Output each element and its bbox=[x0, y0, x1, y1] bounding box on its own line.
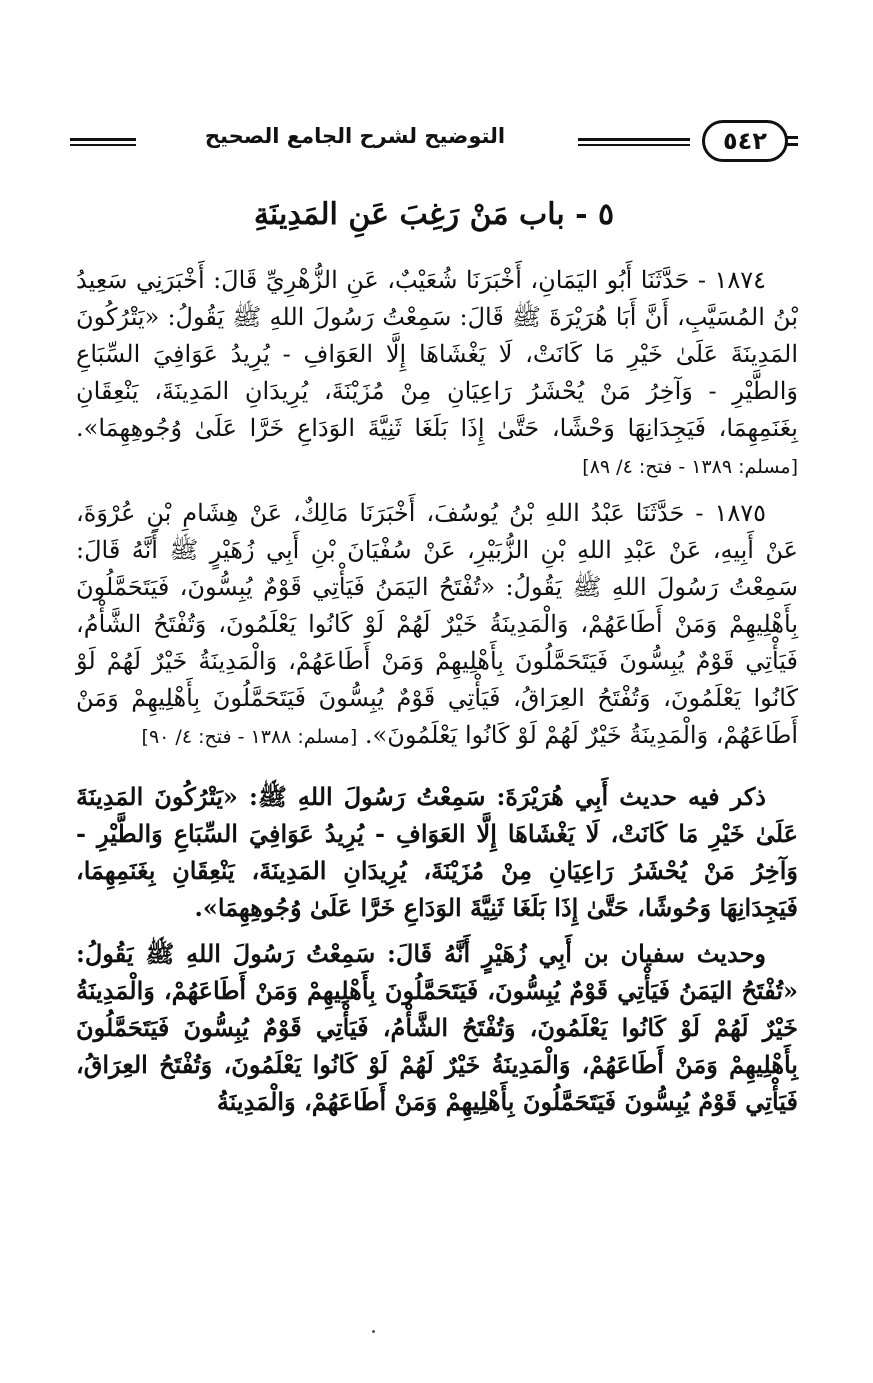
commentary-paragraph-2: وحديث سفيان بن أَبِي زُهَيْرٍ أَنَّهُ قَالَ: سَمِعْتُ رَسُولَ اللهِ ﷺ يَقُولُ: «تُفْتَحُ اليَمَنُ فَيَأْتِي قَوْمٌ يُبِسُّونَ، فَيَتَحَمَّلُونَ بِأَهْلِيهِمْ وَمَنْ أَطَاعَهُمْ، وَالْمَدِينَةُ خَيْرٌ لَهُمْ لَوْ كَانُوا يَعْلَمُونَ، وَتُفْتَحُ الشَّأْمُ، فَيَأْتِي قَوْمٌ يُبِسُّونَ فَيَتَحَمَّلُونَ بِأَهْلِيهِمْ وَمَنْ أَطَاعَهُمْ، وَالْمَدِينَةُ خَيْرٌ لَهُمْ لَوْ كَانُوا يَعْلَمُونَ، وَتُفْتَحُ العِرَاقُ، فَيَأْتِي قَوْمٌ يُبِسُّونَ فَيَتَحَمَّلُونَ بِأَهْلِيهِمْ وَمَنْ أَطَاعَهُمْ، وَالْمَدِينَةُ bbox=[76, 939, 798, 1116]
hadith-reference: [مسلم: ١٣٨٩ - فتح: ٤/ ٨٩] bbox=[582, 456, 798, 478]
header-rule-left bbox=[70, 138, 136, 146]
page-body bbox=[76, 262, 798, 1120]
chapter-title: ٥ - باب مَنْ رَغِبَ عَنِ المَدِينَةِ bbox=[253, 197, 615, 232]
hadith-text: ١٨٧٥ - حَدَّثَنَا عَبْدُ اللهِ بْنُ يُوسُفَ، أَخْبَرَنَا مَالِكٌ، عَنْ هِشَامِ بْنِ عُرْوَةَ، عَنْ أَبِيهِ، عَنْ عَبْدِ اللهِ بْنِ الزُّبَيْرِ، عَنْ سُفْيَانَ بْنِ أَبِي زُهَيْرٍ ﷺ أَنَّهُ قَالَ: سَمِعْتُ رَسُولَ اللهِ ﷺ يَقُولُ: «تُفْتَحُ اليَمَنُ فَيَأْتِي قَوْمٌ يُبِسُّونَ، فَيَتَحَمَّلُونَ بِأَهْلِيهِمْ وَمَنْ أَطَاعَهُمْ، وَالْمَدِينَةُ خَيْرٌ لَهُمْ لَوْ كَانُوا يَعْلَمُونَ، وَتُفْتَحُ الشَّأْمُ، فَيَأْتِي قَوْمٌ يُبِسُّونَ فَيَتَحَمَّلُونَ بِأَهْلِيهِمْ وَمَنْ أَطَاعَهُمْ، وَالْمَدِينَةُ خَيْرٌ لَهُمْ لَوْ كَانُوا يَعْلَمُونَ، وَتُفْتَحُ العِرَاقُ، فَيَأْتِي قَوْمٌ يُبِسُّونَ فَيَتَحَمَّلُونَ بِأَهْلِيهِمْ وَمَنْ أَطَاعَهُمْ، وَالْمَدِينَةُ خَيْرٌ لَهُمْ لَوْ كَانُوا يَعْلَمُونَ». bbox=[76, 499, 799, 749]
header-rule-right bbox=[578, 138, 690, 146]
page-number-badge bbox=[684, 120, 798, 164]
running-title: التوضيح لشرح الجامع الصحيح bbox=[204, 124, 506, 148]
commentary-paragraph-1: ذكر فيه حديث أَبِي هُرَيْرَةَ: سَمِعْتُ رَسُولَ اللهِ ﷺ: «يَتْرُكُونَ المَدِينَةَ عَلَىٰ خَيْرِ مَا كَانَتْ، لَا يَغْشَاهَا إِلَّا العَوَافِ - يُرِيدُ عَوَافِيَ السِّبَاعِ وَالطَّيْرِ - وَآخِرُ مَنْ يُحْشَرُ رَاعِيَانِ مِنْ مُزَيْنَةَ، يُرِيدَانِ المَدِينَةَ، يَنْعِقَانِ بِغَنَمِهِمَا، فَيَجِدَانِهَا وَحُوشًا، حَتَّىٰ إِذَا بَلَغَا ثَنِيَّةَ الوَدَاعِ خَرَّا عَلَىٰ وُجُوهِهِمَا». bbox=[76, 782, 798, 922]
page-number-oval bbox=[702, 120, 788, 162]
page-number: ٥٤٢ bbox=[723, 127, 767, 155]
hadith-1874 bbox=[76, 262, 798, 486]
hadith-reference: [مسلم: ١٣٨٨ - فتح: ٤/ ٩٠] bbox=[141, 726, 358, 748]
page-header bbox=[70, 118, 798, 168]
page-mark bbox=[372, 1330, 375, 1333]
hadith-text: ١٨٧٤ - حَدَّثَنَا أَبُو اليَمَانِ، أَخْبَرَنَا شُعَيْبٌ، عَنِ الزُّهْرِيِّ قَالَ: أَخْبَرَنِي سَعِيدُ بْنُ المُسَيَّبِ، أَنَّ أَبَا هُرَيْرَةَ ﷺ قَالَ: سَمِعْتُ رَسُولَ اللهِ ﷺ يَقُولُ: «يَتْرُكُونَ المَدِينَةَ عَلَىٰ خَيْرِ مَا كَانَتْ، لَا يَغْشَاهَا إِلَّا العَوَافِ - يُرِيدُ عَوَافِيَ السِّبَاعِ وَالطَّيْرِ - وَآخِرُ مَنْ يُحْشَرُ رَاعِيَانِ مِنْ مُزَيْنَةَ، يُرِيدَانِ المَدِينَةَ، يَنْعِقَانِ بِغَنَمِهِمَا، فَيَجِدَانِهَا وَحْشًا، حَتَّىٰ إِذَا بَلَغَا ثَنِيَّةَ الوَدَاعِ خَرَّا عَلَىٰ وُجُوهِهِمَا». bbox=[76, 266, 798, 442]
hadith-1875 bbox=[76, 495, 798, 756]
